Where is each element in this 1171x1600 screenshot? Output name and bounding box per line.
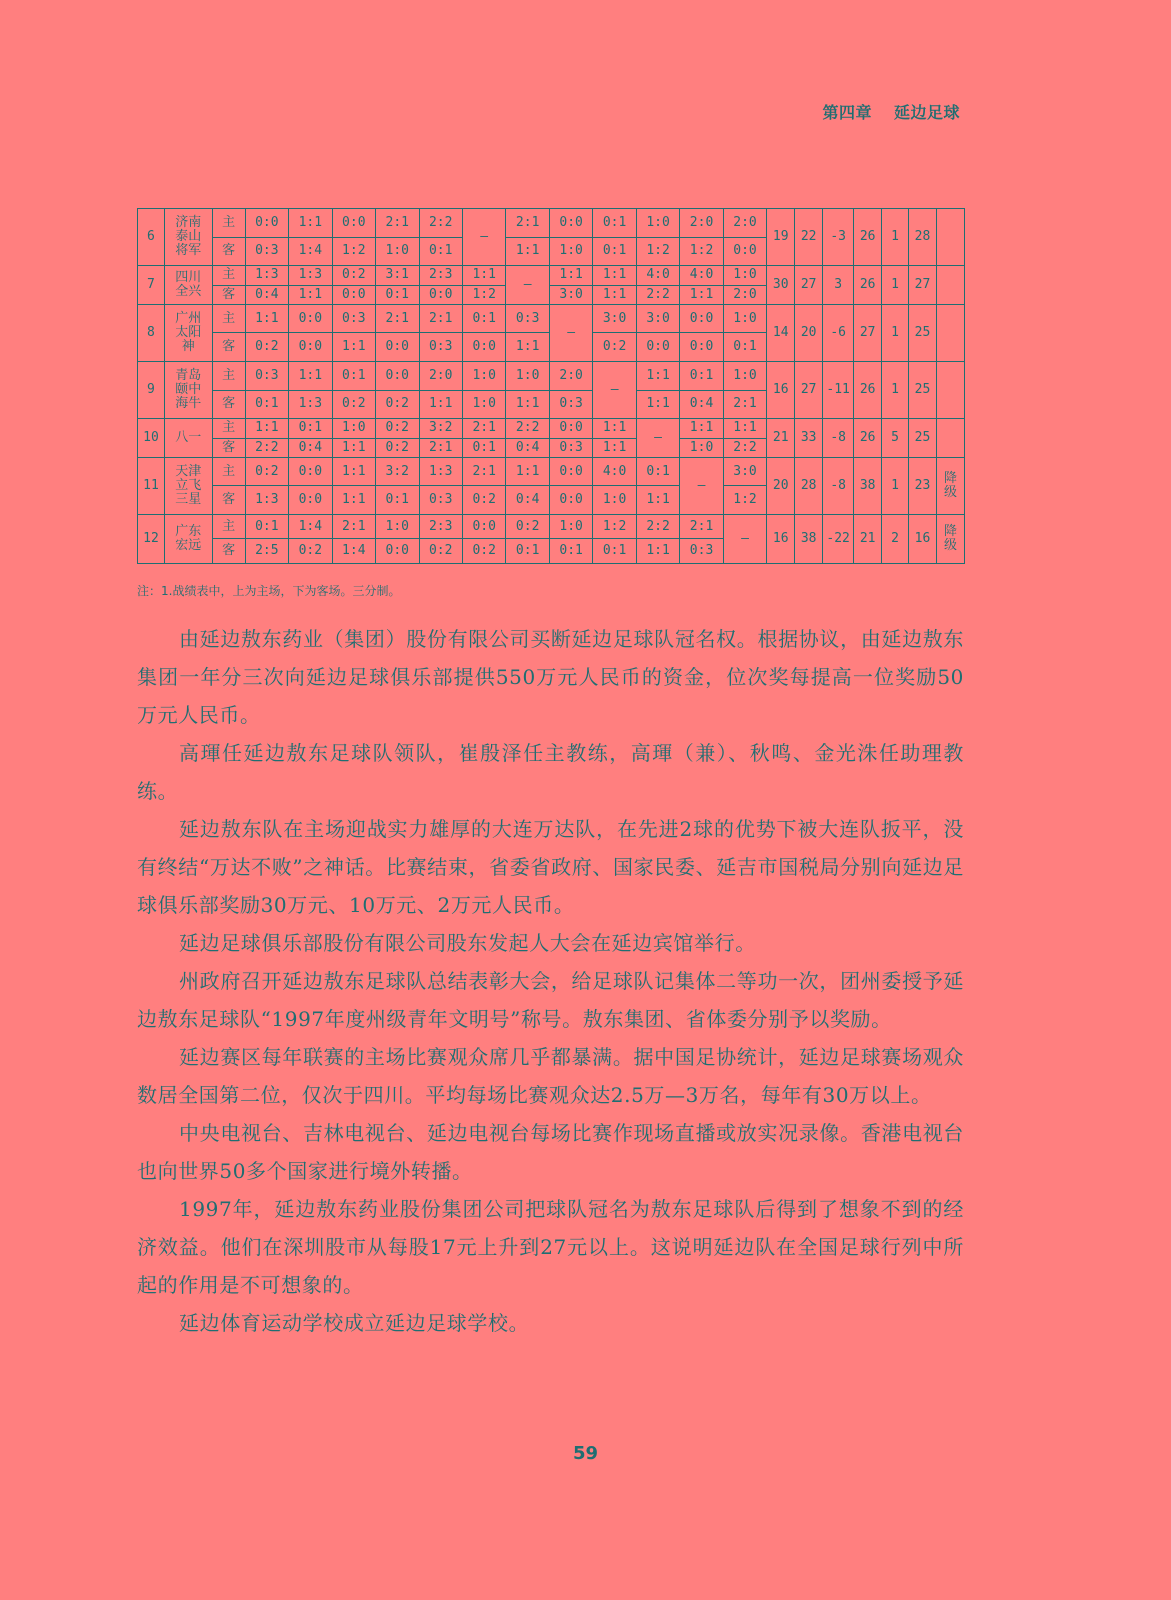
home-score-cell: 1:1 [506, 457, 549, 486]
away-score-cell: 0:1 [593, 539, 636, 564]
home-score-cell: 0:3 [245, 362, 288, 391]
home-label-cell: 主 [212, 515, 245, 539]
stat-cell: 1 [882, 304, 909, 361]
running-header [810, 100, 960, 123]
home-score-cell: 2:0 [419, 362, 462, 391]
home-score-cell: 1:0 [636, 209, 679, 238]
away-score-cell: 0:3 [549, 438, 592, 457]
home-score-cell: 1:3 [289, 266, 332, 285]
stat-cell: 38 [854, 457, 882, 514]
home-score-cell: 1:1 [593, 266, 636, 285]
away-score-cell: 0:3 [419, 333, 462, 362]
stat-cell: 1 [882, 457, 909, 514]
home-score-cell: 1:3 [245, 266, 288, 285]
away-label-cell: 客 [212, 285, 245, 304]
away-score-cell: 0:3 [419, 486, 462, 515]
away-score-cell: 1:2 [723, 486, 766, 515]
home-score-cell: 1:0 [376, 515, 419, 539]
stat-cell: 21 [767, 419, 795, 458]
away-score-cell: 1:1 [332, 486, 375, 515]
home-score-cell: 0:0 [245, 209, 288, 238]
away-score-cell: 0:3 [245, 237, 288, 266]
home-score-cell: 1:1 [549, 266, 592, 285]
stat-cell: 16 [909, 515, 937, 564]
home-score-cell: 2:3 [419, 266, 462, 285]
home-score-cell: 0:0 [549, 457, 592, 486]
away-score-cell: 1:2 [462, 285, 505, 304]
home-score-cell: 1:1 [680, 419, 723, 438]
away-score-cell: 1:1 [680, 285, 723, 304]
rank-cell: 8 [138, 304, 165, 361]
home-score-cell: 3:2 [376, 457, 419, 486]
note-cell [936, 209, 964, 266]
home-score-cell: 0:0 [462, 515, 505, 539]
stat-cell: 21 [854, 515, 882, 564]
away-score-cell: 0:2 [376, 438, 419, 457]
away-score-cell: 1:0 [593, 486, 636, 515]
paragraph: 延边体育运动学校成立延边足球学校。 [179, 1311, 530, 1335]
team-name-cell: 广州 太阳 神 [164, 304, 212, 361]
away-score-cell: 0:4 [680, 390, 723, 419]
self-match-cell: – [680, 457, 723, 514]
home-score-cell: 0:2 [376, 419, 419, 438]
home-label-cell: 主 [212, 304, 245, 333]
away-score-cell: 1:3 [289, 390, 332, 419]
stat-cell: 27 [795, 266, 823, 305]
home-score-cell: 2:0 [680, 209, 723, 238]
home-score-cell: 0:0 [549, 209, 592, 238]
stat-cell: 14 [767, 304, 795, 361]
home-score-cell: 2:1 [419, 304, 462, 333]
home-score-cell: 0:1 [636, 457, 679, 486]
home-score-cell: 4:0 [636, 266, 679, 285]
away-score-cell: 2:1 [419, 438, 462, 457]
home-score-cell: 3:2 [419, 419, 462, 438]
home-score-cell: 1:1 [289, 209, 332, 238]
away-score-cell: 0:0 [289, 333, 332, 362]
stat-cell: 26 [854, 419, 882, 458]
home-label-cell: 主 [212, 209, 245, 238]
home-score-cell: 2:0 [723, 209, 766, 238]
away-score-cell: 0:4 [245, 285, 288, 304]
table-row [138, 419, 965, 438]
away-score-cell: 0:1 [549, 539, 592, 564]
stat-cell: 33 [795, 419, 823, 458]
table-note: 注：1.战绩表中，上为主场，下为客场。三分制。 [137, 584, 401, 598]
note-cell: 降 级 [936, 457, 964, 514]
stat-cell: 1 [882, 266, 909, 305]
away-score-cell: 0:1 [419, 237, 462, 266]
home-score-cell: 0:0 [289, 304, 332, 333]
away-score-cell: 1:1 [289, 285, 332, 304]
away-score-cell: 1:1 [593, 438, 636, 457]
away-score-cell: 2:0 [723, 285, 766, 304]
stat-cell: 1 [882, 362, 909, 419]
note-cell: 降 级 [936, 515, 964, 564]
home-score-cell: 1:1 [636, 362, 679, 391]
stat-cell: -11 [823, 362, 854, 419]
home-label-cell: 主 [212, 266, 245, 285]
home-score-cell: 1:0 [723, 266, 766, 285]
team-name-cell: 青岛 颐中 海牛 [164, 362, 212, 419]
home-score-cell: 0:0 [332, 209, 375, 238]
home-score-cell: 2:2 [506, 419, 549, 438]
table-row [138, 209, 965, 238]
home-score-cell: 0:1 [462, 304, 505, 333]
stat-cell: -8 [823, 419, 854, 458]
home-score-cell: 1:1 [245, 419, 288, 438]
away-score-cell: 0:0 [462, 333, 505, 362]
home-score-cell: 1:1 [332, 457, 375, 486]
stat-cell: -3 [823, 209, 854, 266]
home-score-cell: 1:0 [506, 362, 549, 391]
home-score-cell: 2:1 [462, 457, 505, 486]
stat-cell: -22 [823, 515, 854, 564]
paragraph: 由延边敖东药业（集团）股份有限公司买断延边足球队冠名权。根据协议，由延边敖东集团一年分三次向延边足球俱乐部提供550万元人民币的资金，位次奖每提高一位奖励50万元人民币。 [137, 627, 964, 727]
note-cell [936, 266, 964, 305]
away-score-cell: 1:0 [462, 390, 505, 419]
stat-cell: 16 [767, 515, 795, 564]
home-score-cell: 0:3 [506, 304, 549, 333]
away-label-cell: 客 [212, 390, 245, 419]
home-score-cell: 2:0 [549, 362, 592, 391]
home-score-cell: 3:0 [593, 304, 636, 333]
home-label-cell: 主 [212, 419, 245, 438]
home-score-cell: 0:1 [245, 515, 288, 539]
away-score-cell: 0:1 [462, 438, 505, 457]
away-score-cell: 1:4 [289, 237, 332, 266]
away-score-cell: 0:0 [419, 285, 462, 304]
away-score-cell: 1:4 [332, 539, 375, 564]
away-score-cell: 0:3 [549, 390, 592, 419]
away-score-cell: 0:3 [680, 539, 723, 564]
stat-cell: 27 [854, 304, 882, 361]
home-score-cell: 2:3 [419, 515, 462, 539]
home-score-cell: 1:0 [549, 515, 592, 539]
home-score-cell: 2:2 [636, 515, 679, 539]
home-score-cell: 0:2 [332, 266, 375, 285]
table-row [138, 266, 965, 285]
note-cell [936, 304, 964, 361]
stat-cell: 27 [795, 362, 823, 419]
away-score-cell: 1:1 [636, 486, 679, 515]
self-match-cell: – [636, 419, 679, 458]
stat-cell: 30 [767, 266, 795, 305]
self-match-cell: – [593, 362, 636, 419]
away-label-cell: 客 [212, 237, 245, 266]
away-score-cell: 0:1 [593, 237, 636, 266]
rank-cell: 6 [138, 209, 165, 266]
away-score-cell: 0:1 [376, 486, 419, 515]
away-score-cell: 1:3 [245, 486, 288, 515]
away-score-cell: 1:1 [506, 237, 549, 266]
away-label-cell: 客 [212, 438, 245, 457]
away-score-cell: 0:4 [506, 486, 549, 515]
home-score-cell: 1:0 [723, 362, 766, 391]
away-score-cell: 1:2 [332, 237, 375, 266]
rank-cell: 7 [138, 266, 165, 305]
home-label-cell: 主 [212, 362, 245, 391]
home-score-cell: 0:1 [593, 209, 636, 238]
stat-cell: 19 [767, 209, 795, 266]
home-score-cell: 4:0 [680, 266, 723, 285]
note-cell [936, 362, 964, 419]
home-score-cell: 1:0 [462, 362, 505, 391]
stat-cell: 38 [795, 515, 823, 564]
away-score-cell: 0:4 [289, 438, 332, 457]
team-name-cell: 广东 宏远 [164, 515, 212, 564]
rank-cell: 10 [138, 419, 165, 458]
home-score-cell: 1:1 [245, 304, 288, 333]
stat-cell: -6 [823, 304, 854, 361]
away-score-cell: 1:1 [332, 438, 375, 457]
away-score-cell: 1:2 [680, 237, 723, 266]
away-score-cell: 1:0 [680, 438, 723, 457]
stat-cell: 20 [767, 457, 795, 514]
away-score-cell: 1:1 [636, 390, 679, 419]
away-score-cell: 1:1 [636, 539, 679, 564]
away-score-cell: 2:5 [245, 539, 288, 564]
paragraph: 高琿任延边敖东足球队领队，崔殷泽任主教练，高琿（兼）、秋鸣、金光洙任助理教练。 [137, 741, 964, 803]
stat-cell: 25 [909, 362, 937, 419]
paragraph: 延边足球俱乐部股份有限公司股东发起人大会在延边宾馆举行。 [179, 931, 756, 955]
stat-cell: 23 [909, 457, 937, 514]
away-score-cell: 0:0 [376, 333, 419, 362]
away-score-cell: 0:0 [636, 333, 679, 362]
paragraph: 州政府召开延边敖东足球队总结表彰大会，给足球队记集体二等功一次，团州委授予延边敖东足球队“1997年度州级青年文明号”称号。敖东集团、省体委分别予以奖励。 [137, 969, 964, 1031]
home-score-cell: 0:0 [376, 362, 419, 391]
away-score-cell: 0:2 [376, 390, 419, 419]
away-score-cell: 1:1 [332, 333, 375, 362]
home-score-cell: 2:2 [419, 209, 462, 238]
home-score-cell: 3:0 [723, 457, 766, 486]
away-label-cell: 客 [212, 539, 245, 564]
stat-cell: 3 [823, 266, 854, 305]
self-match-cell: – [506, 266, 549, 305]
chapter-label: 第四章 [822, 103, 872, 122]
stat-cell: 26 [854, 266, 882, 305]
home-score-cell: 0:0 [549, 419, 592, 438]
away-score-cell: 0:2 [462, 539, 505, 564]
team-name-cell: 天津 立飞 三星 [164, 457, 212, 514]
stat-cell: 16 [767, 362, 795, 419]
away-score-cell: 1:2 [636, 237, 679, 266]
home-score-cell: 0:1 [289, 419, 332, 438]
home-label-cell: 主 [212, 457, 245, 486]
away-score-cell: 1:1 [593, 285, 636, 304]
away-score-cell: 1:1 [419, 390, 462, 419]
stat-cell: 28 [795, 457, 823, 514]
stat-cell: 26 [854, 362, 882, 419]
paragraph: 1997年，延边敖东药业股份集团公司把球队冠名为敖东足球队后得到了想象不到的经济效益。他们在深圳股市从每股17元上升到27元以上。这说明延边队在全国足球行列中所起的作用是不可想象的。 [137, 1197, 964, 1297]
self-match-cell: – [723, 515, 766, 564]
away-score-cell: 0:1 [376, 285, 419, 304]
table-row [138, 362, 965, 391]
stat-cell: 22 [795, 209, 823, 266]
away-score-cell: 0:2 [419, 539, 462, 564]
paragraph: 延边赛区每年联赛的主场比赛观众席几乎都暴满。据中国足协统计，延边足球赛场观众数居全国第二位，仅次于四川。平均每场比赛观众达2.5万—3万名，每年有30万以上。 [137, 1045, 964, 1107]
stat-cell: 25 [909, 304, 937, 361]
standings-table [137, 208, 965, 564]
home-score-cell: 1:0 [723, 304, 766, 333]
rank-cell: 9 [138, 362, 165, 419]
home-score-cell: 0:0 [289, 457, 332, 486]
note-cell [936, 419, 964, 458]
home-score-cell: 0:2 [506, 515, 549, 539]
home-score-cell: 1:0 [332, 419, 375, 438]
body-text [137, 620, 964, 1342]
away-score-cell: 1:1 [506, 333, 549, 362]
away-score-cell: 1:0 [376, 237, 419, 266]
away-score-cell: 0:0 [289, 486, 332, 515]
team-name-cell: 济南 泰山 将军 [164, 209, 212, 266]
away-score-cell: 0:1 [245, 390, 288, 419]
home-score-cell: 1:1 [593, 419, 636, 438]
stat-cell: -8 [823, 457, 854, 514]
home-score-cell: 1:4 [289, 515, 332, 539]
away-score-cell: 0:4 [506, 438, 549, 457]
stat-cell: 2 [882, 515, 909, 564]
away-score-cell: 0:0 [376, 539, 419, 564]
home-score-cell: 0:1 [332, 362, 375, 391]
away-score-cell: 0:2 [289, 539, 332, 564]
table-row [138, 457, 965, 486]
table-row [138, 304, 965, 333]
away-label-cell: 客 [212, 333, 245, 362]
home-score-cell: 2:1 [332, 515, 375, 539]
chapter-title: 延边足球 [893, 103, 960, 122]
away-score-cell: 1:1 [506, 390, 549, 419]
self-match-cell: – [549, 304, 592, 361]
away-score-cell: 0:0 [549, 486, 592, 515]
home-score-cell: 0:2 [245, 457, 288, 486]
home-score-cell: 0:3 [332, 304, 375, 333]
home-score-cell: 1:1 [723, 419, 766, 438]
rank-cell: 11 [138, 457, 165, 514]
away-score-cell: 0:1 [506, 539, 549, 564]
away-score-cell: 0:0 [332, 285, 375, 304]
away-score-cell: 0:1 [723, 333, 766, 362]
home-score-cell: 2:1 [506, 209, 549, 238]
home-score-cell: 1:1 [289, 362, 332, 391]
home-score-cell: 3:0 [636, 304, 679, 333]
home-score-cell: 1:2 [593, 515, 636, 539]
away-score-cell: 2:1 [723, 390, 766, 419]
stat-cell: 28 [909, 209, 937, 266]
page-number: 59 [572, 1443, 599, 1464]
stat-cell: 20 [795, 304, 823, 361]
home-score-cell: 2:1 [376, 209, 419, 238]
home-score-cell: 4:0 [593, 457, 636, 486]
away-score-cell: 0:2 [245, 333, 288, 362]
stat-cell: 27 [909, 266, 937, 305]
away-score-cell: 2:2 [723, 438, 766, 457]
standings-table-container [137, 208, 965, 564]
home-score-cell: 2:1 [680, 515, 723, 539]
away-score-cell: 0:2 [462, 486, 505, 515]
stat-cell: 25 [909, 419, 937, 458]
self-match-cell: – [462, 209, 505, 266]
home-score-cell: 0:0 [680, 304, 723, 333]
away-score-cell: 0:2 [593, 333, 636, 362]
away-score-cell: 1:0 [549, 237, 592, 266]
home-score-cell: 3:1 [376, 266, 419, 285]
stat-cell: 26 [854, 209, 882, 266]
home-score-cell: 0:1 [680, 362, 723, 391]
away-score-cell: 0:2 [332, 390, 375, 419]
home-score-cell: 1:3 [419, 457, 462, 486]
away-score-cell: 3:0 [549, 285, 592, 304]
paragraph: 中央电视台、吉林电视台、延边电视台每场比赛作现场直播或放实况录像。香港电视台也向世界50多个国家进行境外转播。 [137, 1121, 964, 1183]
home-score-cell: 1:1 [462, 266, 505, 285]
stat-cell: 1 [882, 209, 909, 266]
away-score-cell: 2:2 [245, 438, 288, 457]
away-score-cell: 2:2 [636, 285, 679, 304]
paragraph: 延边敖东队在主场迎战实力雄厚的大连万达队，在先进2球的优势下被大连队扳平，没有终结“万达不败”之神话。比赛结束，省委省政府、国家民委、延吉市国税局分别向延边足球俱乐部奖励30万元、10万元、2万元人民币。 [137, 817, 964, 917]
away-label-cell: 客 [212, 486, 245, 515]
team-name-cell: 八一 [164, 419, 212, 458]
stat-cell: 5 [882, 419, 909, 458]
table-row [138, 515, 965, 539]
away-score-cell: 0:0 [680, 333, 723, 362]
home-score-cell: 2:1 [376, 304, 419, 333]
rank-cell: 12 [138, 515, 165, 564]
home-score-cell: 2:1 [462, 419, 505, 438]
team-name-cell: 四川 全兴 [164, 266, 212, 305]
away-score-cell: 0:0 [723, 237, 766, 266]
